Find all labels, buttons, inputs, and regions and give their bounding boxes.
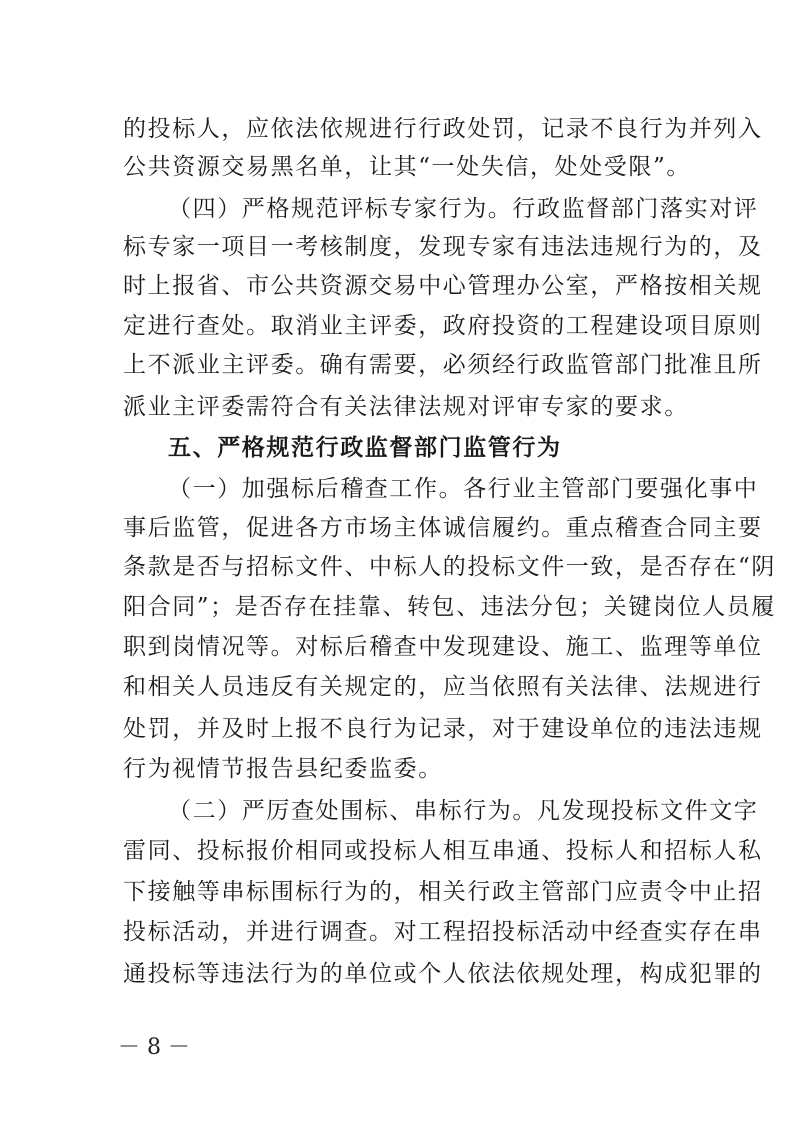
paragraph-two-start: （二）严厉查处围标、串标行为。凡发现投标文件文字 [168,798,759,824]
body-text-line: 条款是否与招标文件、中标人的投标文件一致，是否存在“阴 [123,554,776,580]
body-text-line: 投标活动，并进行调查。对工程招投标活动中经查实存在串 [123,919,763,945]
body-text-line: 行为视情节报告县纪委监委。 [123,756,443,782]
body-text-line: 派业主评委需符合有关法律法规对评审专家的要求。 [123,394,689,420]
body-text-line: 公共资源交易黑名单，让其“一处失信，处处受限”。 [123,154,691,180]
body-text-line: 时上报省、市公共资源交易中心管理办公室，严格按相关规 [123,273,763,299]
body-text-line: 职到岗情况等。对标后稽查中发现建设、施工、监理等单位 [123,634,763,660]
page-number: － 8 － [118,1035,190,1060]
section-heading-five: 五、严格规范行政监督部门监管行为 [168,435,562,461]
body-text-line: 的投标人，应依法依规进行行政处罚，记录不良行为并列入 [123,116,763,142]
body-text-line: 通投标等违法行为的单位或个人依法依规处理，构成犯罪的 [123,961,763,987]
body-text-line: 雷同、投标报价相同或投标人相互串通、投标人和招标人私 [123,838,763,864]
body-text-line: 事后监管，促进各方市场主体诚信履约。重点稽查合同主要 [123,515,763,541]
body-text-line: 标专家一项目一考核制度，发现专家有违法违规行为的，及 [123,234,763,260]
body-text-line: 定进行查处。取消业主评委，政府投资的工程建设项目原则 [123,313,763,339]
body-text-line: 和相关人员违反有关规定的，应当依照有关法律、法规进行 [123,674,763,700]
body-text-line: 下接触等串标围标行为的，相关行政主管部门应责令中止招 [123,879,763,905]
body-text-line: 上不派业主评委。确有需要，必须经行政监管部门批准且所 [123,352,763,378]
body-text-line: 阳合同”；是否存在挂靠、转包、违法分包；关键岗位人员履 [123,594,776,620]
body-text-line: 处罚，并及时上报不良行为记录，对于建设单位的违法违规 [123,716,763,742]
paragraph-four-start: （四）严格规范评标专家行为。行政监督部门落实对评 [168,196,759,222]
paragraph-one-start: （一）加强标后稽查工作。各行业主管部门要强化事中 [168,476,759,502]
